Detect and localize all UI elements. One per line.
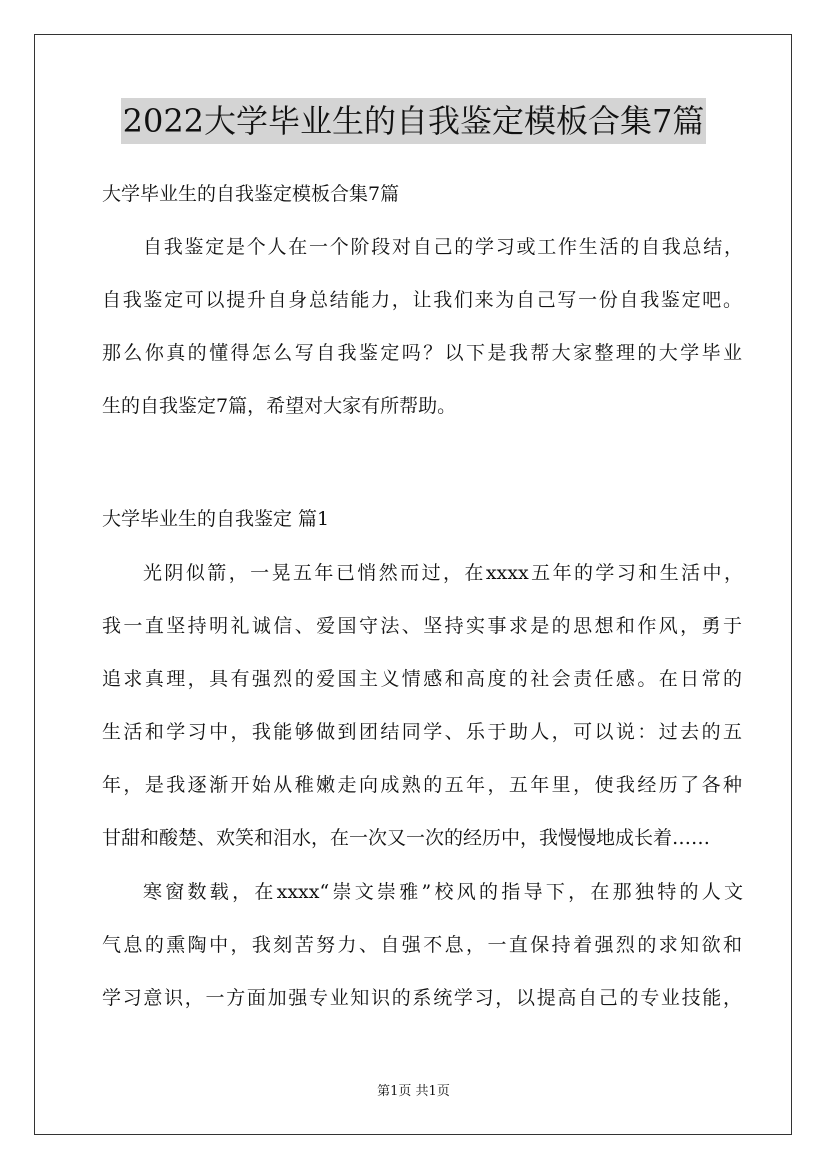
document-title-container (0, 98, 827, 144)
paragraph-line: 我一直坚持明礼诚信、爱国守法、坚持实事求是的思想和作风，勇于 (102, 615, 742, 637)
intro-line: 生的自我鉴定7篇，希望对大家有所帮助。 (102, 395, 457, 417)
document-subtitle: 大学毕业生的自我鉴定模板合集7篇 (102, 183, 400, 205)
paragraph-line: 甘甜和酸楚、欢笑和泪水，在一次又一次的经历中，我慢慢地成长着…… (102, 827, 711, 849)
paragraph-line: 光阴似箭，一晃五年已悄然而过，在xxxx五年的学习和生活中， (143, 562, 743, 584)
paragraph-line: 气息的熏陶中，我刻苦努力、自强不息，一直保持着强烈的求知欲和 (102, 934, 742, 956)
page-footer: 第1页 共1页 (377, 1084, 450, 1099)
section-heading: 大学毕业生的自我鉴定 篇1 (102, 508, 330, 530)
paragraph-line: 年，是我逐渐开始从稚嫩走向成熟的五年，五年里，使我经历了各种 (102, 774, 742, 796)
paragraph-line: 生活和学习中，我能够做到团结同学、乐于助人，可以说：过去的五 (102, 721, 742, 743)
paragraph-line: 追求真理，具有强烈的爱国主义情感和高度的社会责任感。在日常的 (102, 668, 742, 690)
intro-line: 自我鉴定可以提升自身总结能力，让我们来为自己写一份自我鉴定吧。 (102, 289, 742, 311)
document-title: 2022大学毕业生的自我鉴定模板合集7篇 (121, 98, 707, 144)
paragraph-line: 学习意识，一方面加强专业知识的系统学习，以提高自己的专业技能， (102, 987, 742, 1009)
paragraph-line: 寒窗数载，在xxxx“崇文崇雅”校风的指导下，在那独特的人文 (143, 881, 743, 903)
intro-line: 那么你真的懂得怎么写自我鉴定吗？以下是我帮大家整理的大学毕业 (102, 342, 742, 364)
intro-line: 自我鉴定是个人在一个阶段对自己的学习或工作生活的自我总结， (143, 236, 743, 258)
